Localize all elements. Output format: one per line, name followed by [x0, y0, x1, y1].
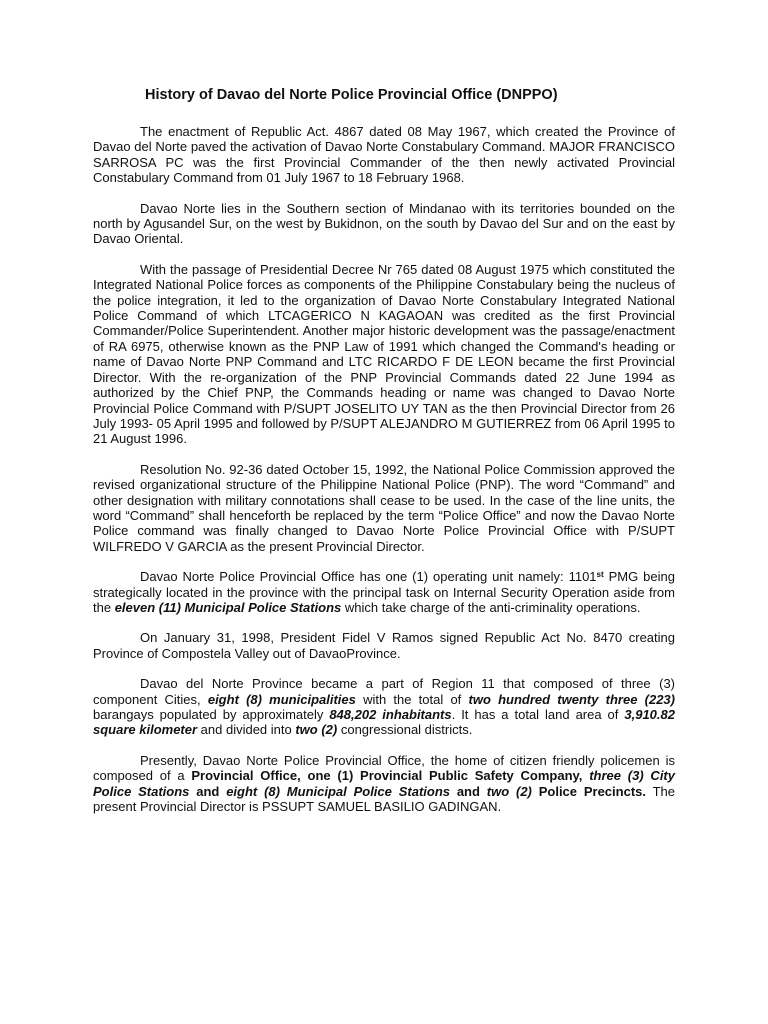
text-run: congressional districts. [337, 722, 473, 738]
text-run: The present Provincial Director is PSSUPT SAMUEL BASILIO GADINGAN. [93, 783, 675, 815]
text-run: which take charge of the anti-criminality operations. [341, 599, 641, 615]
strong: Provincial Office, one (1) Provincial Public Safety Company, [191, 768, 590, 784]
text-run: with the total of [355, 691, 469, 707]
text-run: barangays populated by approximately [93, 707, 330, 722]
paragraph-2: Davao Norte lies in the Southern section of Mindanao with its territories bounded on the north by Agusandel Sur, on the west by Bukidnon, on the south by Davao del Sur and on the east by Davao Oriental. [93, 200, 675, 247]
strong: Police Precincts. [531, 783, 646, 799]
emphasis: eight (8) Municipal Police Stations [226, 783, 450, 799]
paragraph-8 [93, 753, 675, 815]
paragraph-6: On January 31, 1998, President Fidel V Ramos signed Republic Act No. 8470 creating Province of Compostela Valley out of DavaoProvince. [93, 630, 675, 661]
emphasis: two hundred twenty three (223) [468, 691, 675, 707]
paragraph-4: Resolution No. 92-36 dated October 15, 1992, the National Police Commission approved the revised organizational structure of the Philippine National Police (PNP). The word “Command” and other designation with military connotations shall cease to be used. In the case of the line units, the word “Command” shall henceforth be replaced by the term “Police Office” and now the Davao Norte Police command was finally changed to Davao Norte Police Provincial Office with P/SUPT WILFREDO V GARCIA as the present Provincial Director. [93, 461, 675, 554]
text-run: . It has a total land area of [451, 707, 625, 722]
emphasis: eleven (11) Municipal Police Stations [114, 599, 342, 615]
emphasis: 848,202 inhabitants [329, 707, 452, 722]
document-title: History of Davao del Norte Police Provincial Office (DNPPO) [145, 87, 558, 103]
text-run: Davao Norte Police Provincial Office has one (1) operating unit namely: 1101 [140, 569, 597, 585]
text-run: PMG being strategically located in the province with the principal task on Internal Security Operation aside from the [93, 569, 675, 615]
emphasis: eight (8) municipalities [207, 691, 356, 707]
paragraph-1: The enactment of Republic Act. 4867 dated 08 May 1967, which created the Province of Davao del Norte paved the activation of Davao Norte Constabulary Command. MAJOR FRANCISCO SARROSA PC was the first Provincial Commander of the then newly activated Provincial Constabulary Command from 01 July 1967 to 18 February 1968. [93, 124, 675, 186]
emphasis: two (2) [486, 783, 532, 799]
paragraph-3: With the passage of Presidential Decree Nr 765 dated 08 August 1975 which constituted the Integrated National Police forces as components of the Philippine Constabulary being the nucleus of the police integration, it led to the organization of Davao Norte Constabulary Integrated National Police Command of which LTCAGERICO N KAGAOAN was credited as the first Provincial Commander/Police Superintendent. Another major historic development was the passage/enactment of RA 6975, otherwise known as the PNP Law of 1991 which changed the Command's heading or name of Davao Norte PNP Command and LTC RICARDO F DE LEON became the first Provincial Director. With the re-organization of the PNP Provincial Commands dated 22 June 1994 as authorized by the Chief PNP, the Commands heading or name was changed to Davao Norte Provincial Police Command with P/SUPT JOSELITO UY TAN as the then Provincial Director from 26 July 1993- 05 April 1995 and followed by P/SUPT ALEJANDRO M GUTIERREZ from 06 April 1995 to 21 August 1996. [93, 261, 675, 447]
text-run: and divided into [197, 722, 296, 738]
emphasis: 3,910.82 square kilometer [93, 707, 675, 738]
emphasis: two (2) [295, 722, 338, 738]
paragraph-5 [93, 569, 675, 615]
emphasis: three (3) City Police Stations [93, 768, 675, 799]
text-run: Presently, Davao Norte Police Provincial Office, the home of citizen friendly policemen is composed of a [93, 752, 675, 784]
strong: and [450, 783, 487, 799]
strong: and [189, 783, 227, 799]
text-run: Davao del Norte Province became a part of Region 11 that composed of three (3) component Cities, [93, 676, 675, 707]
superscript: st [596, 570, 604, 580]
paragraph-7 [93, 676, 675, 738]
